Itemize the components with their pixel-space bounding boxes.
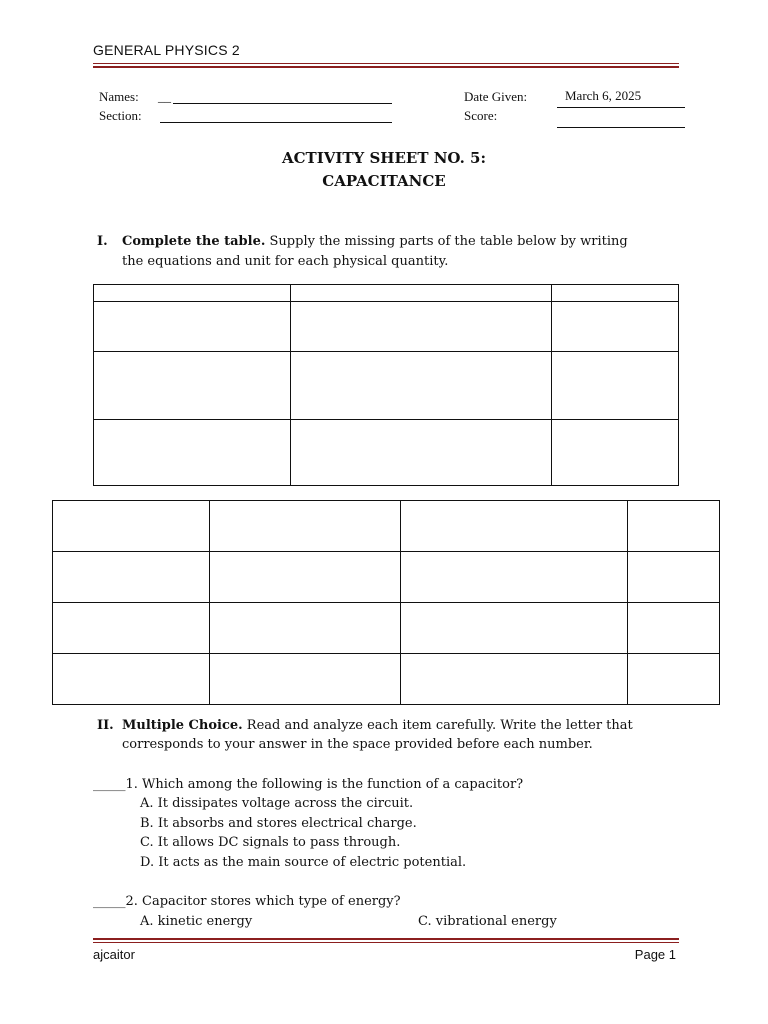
table-cell[interactable] <box>94 352 291 420</box>
table-cell[interactable] <box>552 285 679 302</box>
section-field[interactable] <box>160 122 392 123</box>
header-rule-bottom <box>93 66 679 68</box>
table-cell[interactable] <box>291 285 552 302</box>
page-header-title: GENERAL PHYSICS 2 <box>93 42 240 58</box>
table-cell[interactable] <box>628 501 720 552</box>
answer-table-1 <box>93 284 679 486</box>
part1-numeral: I. <box>97 234 108 249</box>
table-cell[interactable] <box>291 420 552 486</box>
footer-author: ajcaitor <box>93 947 135 962</box>
names-prefix: __ <box>158 89 171 104</box>
table-cell[interactable] <box>401 501 628 552</box>
table-cell[interactable] <box>628 552 720 603</box>
part2-instructions-line2: corresponds to your answer in the space provided before each number. <box>122 737 593 752</box>
score-label: Score: <box>464 108 498 123</box>
footer-rule-bottom <box>93 942 679 943</box>
table-cell[interactable] <box>628 603 720 654</box>
date-given-value: March 6, 2025 <box>565 88 642 103</box>
question-stem: 1. Which among the following is the function of a capacitor? <box>125 777 524 792</box>
choice-2a: A. kinetic energy <box>140 914 253 929</box>
choice-1c: C. It allows DC signals to pass through. <box>140 835 401 850</box>
score-field[interactable] <box>557 127 685 128</box>
table-cell[interactable] <box>210 501 401 552</box>
part2-numeral: II. <box>97 718 114 733</box>
table-cell[interactable] <box>53 501 210 552</box>
names-field[interactable] <box>173 103 392 104</box>
answer-blank[interactable]: _____ <box>93 894 126 909</box>
table-cell[interactable] <box>552 352 679 420</box>
table-cell[interactable] <box>552 420 679 486</box>
choice-1b: B. It absorbs and stores electrical charge. <box>140 816 417 831</box>
choice-1d: D. It acts as the main source of electric potential. <box>140 855 467 870</box>
activity-title: ACTIVITY SHEET NO. 5: <box>281 149 487 167</box>
section-label: Section: <box>99 108 142 123</box>
part1-instructions-line2: the equations and unit for each physical quantity. <box>122 254 449 269</box>
table-cell[interactable] <box>53 654 210 705</box>
table-cell[interactable] <box>401 654 628 705</box>
question-stem: 2. Capacitor stores which type of energy? <box>125 894 401 909</box>
table-cell[interactable] <box>210 654 401 705</box>
table-cell[interactable] <box>53 603 210 654</box>
header-rule-top <box>93 63 679 64</box>
date-given-label: Date Given: <box>464 89 528 104</box>
part1-instructions: Complete the table. Supply the missing parts of the table below by writing <box>122 234 628 249</box>
date-given-underline <box>557 107 685 108</box>
table-cell[interactable] <box>210 603 401 654</box>
table-cell[interactable] <box>552 302 679 352</box>
part2-instructions: Multiple Choice. Read and analyze each item carefully. Write the letter that <box>122 718 633 733</box>
table-cell[interactable] <box>94 285 291 302</box>
names-label: Names: <box>99 89 139 104</box>
table-cell[interactable] <box>628 654 720 705</box>
table-cell[interactable] <box>291 352 552 420</box>
choice-1a: A. It dissipates voltage across the circuit. <box>140 796 414 811</box>
table-cell[interactable] <box>53 552 210 603</box>
activity-subtitle: CAPACITANCE <box>322 172 446 190</box>
table-cell[interactable] <box>401 552 628 603</box>
question-2 <box>93 892 401 912</box>
table-cell[interactable] <box>94 302 291 352</box>
table-cell[interactable] <box>94 420 291 486</box>
table-cell[interactable] <box>291 302 552 352</box>
table-cell[interactable] <box>401 603 628 654</box>
footer-rule-top <box>93 938 679 940</box>
table-cell[interactable] <box>210 552 401 603</box>
answer-blank[interactable]: _____ <box>93 777 126 792</box>
choice-2c: C. vibrational energy <box>418 914 557 929</box>
answer-table-2 <box>52 500 720 705</box>
question-1 <box>93 775 523 795</box>
footer-page-number: Page 1 <box>634 947 676 962</box>
